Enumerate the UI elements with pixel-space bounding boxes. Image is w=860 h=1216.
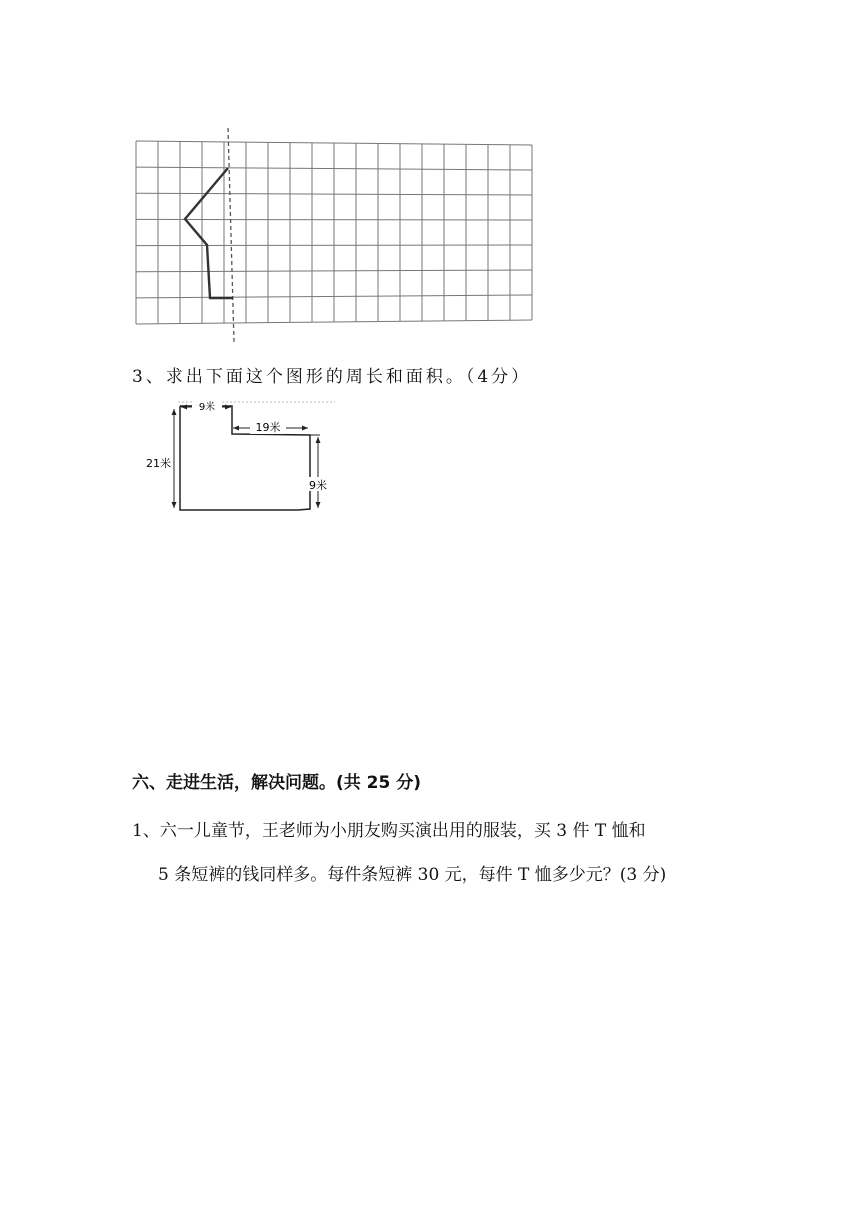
problem-1-line-1: 1、六一儿童节，王老师为小朋友购买演出用的服装，买 3 件 T 恤和 (132, 821, 646, 841)
l-shape-figure (146, 395, 370, 525)
problem-1-line-2: 5 条短裤的钱同样多。每件条短裤 30 元，每件 T 恤多少元？(3 分) (158, 865, 667, 885)
label-19m: 19米 (255, 421, 281, 434)
label-21m: 21米 (146, 457, 171, 470)
half-figure (185, 168, 233, 298)
section-6-heading: 六、走进生活，解决问题。(共 25 分) (132, 773, 422, 793)
question-3-text: 3、求出下面这个图形的周长和面积。（4分） (132, 367, 532, 387)
l-shape-outline (180, 406, 310, 510)
symmetry-axis (228, 128, 234, 342)
label-right-9m: 9米 (309, 479, 327, 492)
label-top-9m: 9米 (198, 402, 216, 413)
symmetry-grid-figure (0, 0, 860, 360)
